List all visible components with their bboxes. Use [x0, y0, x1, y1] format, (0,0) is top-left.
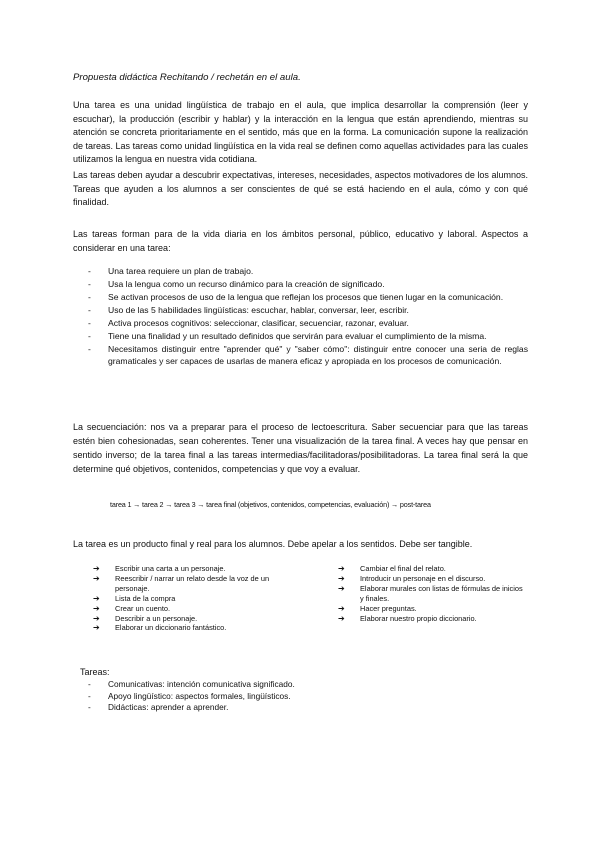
list-item: - Apoyo lingüístico: aspectos formales, lingüísticos.	[88, 691, 508, 703]
list-item: - Uso de las 5 habilidades lingüísticas: escuchar, hablar, conversar, leer, escribir.	[88, 305, 528, 317]
paragraph-task-definition: Una tarea es una unidad lingüística de trabajo en el aula, que implica desarrollar la comprensión (leer y escuchar), la producción (escribir y hablar) y la interacción en la lengua que están aprendiendo, mientras su atención se concreta prioritariamente en el sentido, más que en la forma. La comunicación supone la realización de tareas. Las tareas como unidad lingüística en la vida real se definen como aquellas actividades para las cuales utilizamos la lengua en nuestra vida cotidiana.	[73, 100, 528, 164]
list-item: ➔ Introducir un personaje en el discurso.	[338, 574, 528, 584]
tareas-heading: Tareas:	[80, 667, 110, 677]
list-item: ➔ Elaborar un diccionario fantástico.	[93, 623, 303, 633]
list-item: ➔ Lista de la compra	[93, 594, 303, 604]
list-item: - Necesitamos distinguir entre "aprender qué" y "saber cómo": distinguir entre conocer una seria de reglas gramaticales y ser capaces de usarlas de manera eficaz y apropiada en los procesos de comunicación.	[88, 344, 528, 368]
list-item: - Una tarea requiere un plan de trabajo.	[88, 266, 528, 278]
paragraph-task-aspects-intro: Las tareas forman para de la vida diaria en los ámbitos personal, público, educativo y laboral. Aspectos a considerar en una tarea:	[73, 229, 528, 253]
examples-list-right	[338, 564, 528, 623]
aspects-list	[88, 266, 528, 369]
paragraph-sequencing: La secuenciación: nos va a preparar para el proceso de lectoescritura. Saber secuenciar para que las tareas estén bien cohesionadas, sean coherentes. Tener una visualización de la tarea final. A veces hay que pensar en sentido inverso; de la tarea final a las tareas intermedias/facilitadoras/posibilitadoras. La tarea final será la que determine qué objetivos, contenidos, competencias y que voy a evaluar.	[73, 422, 528, 474]
list-item: ➔ Elaborar murales con listas de fórmulas de inicios y finales.	[338, 584, 528, 604]
list-item: ➔ Escribir una carta a un personaje.	[93, 564, 303, 574]
paragraph-task-goals: Las tareas deben ayudar a descubrir expectativas, intereses, necesidades, aspectos motivadores de los alumnos. Tareas que ayuden a los alumnos a ser conscientes de qué se está haciendo en el aula, cómo y con qué finalidad.	[73, 170, 528, 207]
list-item: - Tiene una finalidad y un resultado definidos que servirán para evaluar el cumplimiento de la misma.	[88, 331, 528, 343]
list-item: - Se activan procesos de uso de la lengua que reflejan los procesos que tienen lugar en la comunicación.	[88, 292, 528, 304]
tareas-list	[88, 679, 508, 714]
list-item: - Didácticas: aprender a aprender.	[88, 702, 508, 714]
list-item: - Activa procesos cognitivos: seleccionar, clasificar, secuenciar, razonar, evaluar.	[88, 318, 528, 330]
list-item: ➔ Cambiar el final del relato.	[338, 564, 528, 574]
list-item: - Usa la lengua como un recurso dinámico para la creación de significado.	[88, 279, 528, 291]
document-title: Propuesta didáctica Rechitando / rechetán en el aula.	[73, 72, 301, 83]
list-item: - Comunicativas: intención comunicativa significado.	[88, 679, 508, 691]
list-item: ➔ Hacer preguntas.	[338, 604, 528, 614]
list-item: ➔ Elaborar nuestro propio diccionario.	[338, 614, 528, 624]
task-sequence: tarea 1 → tarea 2 → tarea 3 → tarea final (objetivos, contenidos, competencias, evaluación) → post-tarea	[110, 500, 431, 509]
list-item: ➔ Crear un cuento.	[93, 604, 303, 614]
list-item: ➔ Reescribir / narrar un relato desde la voz de un personaje.	[93, 574, 303, 594]
paragraph-final-product: La tarea es un producto final y real para los alumnos. Debe apelar a los sentidos. Debe ser tangible.	[73, 539, 473, 549]
examples-list-left	[93, 564, 303, 633]
list-item: ➔ Describir a un personaje.	[93, 614, 303, 624]
